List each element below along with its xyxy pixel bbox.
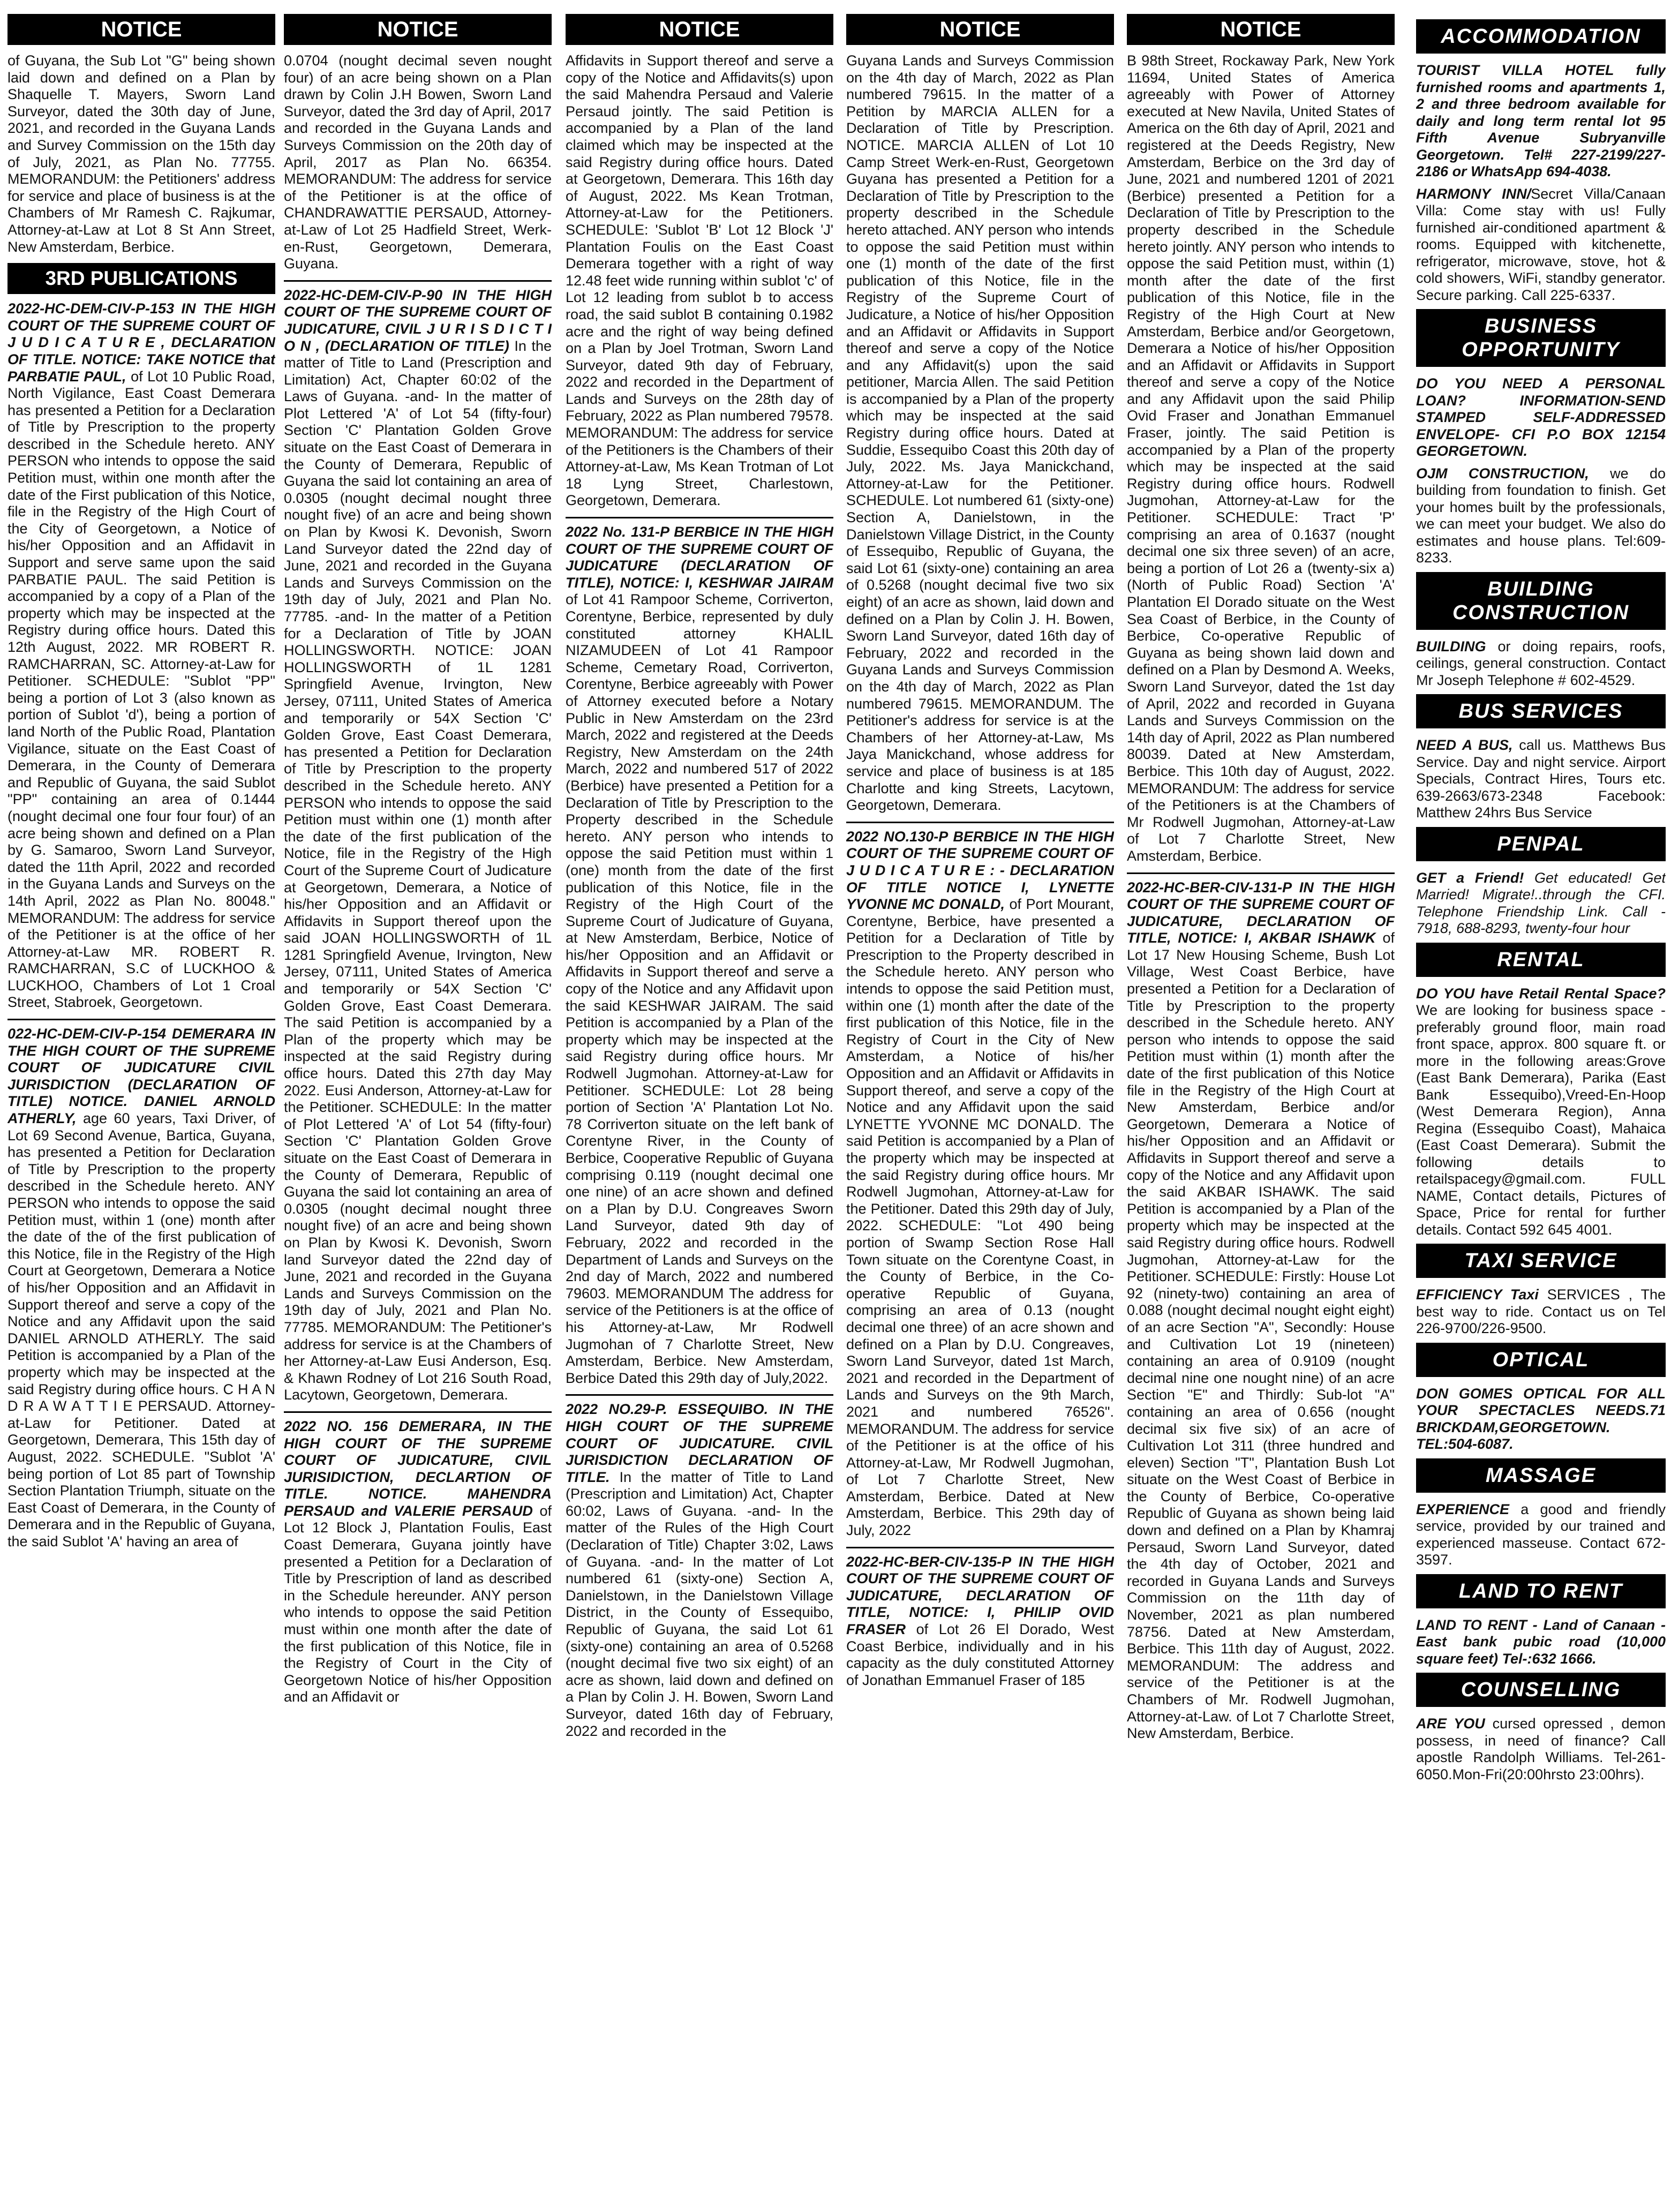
classified-ad: DO YOU NEED A PERSONAL LOAN? INFORMATION-SEND STAMPED SELF-ADDRESSED ENVELOPE- CFI P.O BOX 12154 GEORGETOWN. <box>1416 375 1666 459</box>
notice-text: 0.0704 (nought decimal seven nought four) of an acre being shown on a Plan drawn by Colin J.H Bowen, Sworn Land Surveyor, dated the 3rd day of April, 2017 and recorded in the Guyana Lands and Surveys Commission on the 20th day of April, 2017 as Plan No. 66354. MEMORANDUM: The address for service of the Petitioner is at the office of CHANDRAWATTIE PERSAUD, Attorney-at-Law of Lot 25 Hadfield Street, Werk-en-Rust, Georgetown, Demerara, Guyana. <box>284 52 552 272</box>
classified-ad: OJM CONSTRUCTION, we do building from foundation to finish. Get your homes built by the professionals, we can meet your budget. We also do estimates and house plans. Tel:609-8233. <box>1416 465 1666 566</box>
category-header: RENTAL <box>1416 943 1666 977</box>
column-4 <box>846 14 1114 2205</box>
notice-text: of Lot 41 Rampoor Scheme, Corriverton, Corentyne, Berbice, represented by duly constituted attorney KHALIL NIZAMUDEEN of Lot 41 Rampoor Scheme, Cemetary Road, Corriverton, Corentyne, Berbice agreeably with Power of Attorney executed before a Notary Public in New Amsterdam on the 23rd March, 2022 and registered at the Deeds Registry, New Amsterdam on the 24th March, 2022 and numbered 517 of 2022 (Berbice) have presented a Petition for a Declaration of Title by Prescription to the Property described in the Schedule hereto. ANY person who intends to oppose the said Petition must within 1 (one) month from the date of the first publication of this Notice, file in the Registry of the High Court of the Supreme Court of Judicature of Guyana, at New Amsterdam, Berbice, Notice of his/her Opposition and an Affidavit or Affidavits in Support thereof and serve a copy of the Notice and any Affidavit upon the said KESHWAR JAIRAM. The said Petition is accompanied by a Plan of the property which may be inspected at the said Registry during office hours. Mr Rodwell Jugmohan. Attorney-at-Law for Petitioner. SCHEDULE: Lot 28 being portion of Section 'A' Plantation Lot No. 78 Corriverton situate on the left bank of Corentyne River, in the County of Berbice, Cooperative Republic of Guyana comprising 0.119 (nought decimal one one nine) of an acre shown and defined on a Plan by D.U. Congreaves Sworn Land Surveyor, dated 9th day of February, 2022 and recorded in the Department of Lands and Surveys on the 2nd day of March, 2022 and numbered 79603. MEMORANDUM The address for service of the Petitioners is at the office of his Attorney-at-Law, Mr Rodwell Jugmohan of 7 Charlotte Street, New Amsterdam, Berbice. New Amsterdam, Berbice Dated this 29th day of July,2022. <box>566 591 833 1386</box>
notice-heading: 2022-HC-BER-CIV-135-P IN THE HIGH COURT OF THE SUPREME COURT OF JUDICATURE, DECLARATION OF TITLE, NOTICE: I, PHILIP OVID FRASER <box>846 1553 1114 1638</box>
notice-heading: 2022 No. 131-P BERBICE IN THE HIGH COURT OF THE SUPREME COURT OF JUDICATURE (DECLARATION OF TITLE), NOTICE: I, KESHWAR JAIRAM <box>566 524 833 591</box>
divider <box>566 1394 833 1396</box>
divider <box>846 1547 1114 1548</box>
category-land-to-rent <box>1416 1574 1666 1668</box>
notice-header: NOTICE <box>7 14 275 45</box>
divider <box>284 280 552 282</box>
classified-ad: LAND TO RENT - Land of Canaan - East bank pubic road (10,000 square feet) Tel-:632 1666. <box>1416 1616 1666 1667</box>
notice-text: Guyana Lands and Surveys Commission on the 4th day of March, 2022 as Plan numbered 79615. In the matter of a Petition by MARCIA ALLEN for a Declaration of Title by Prescription. NOTICE. MARCIA ALLEN of Lot 10 Camp Street Werk-en-Rust, Georgetown Guyana has presented a Petition for a Declaration of Title by Prescription to the property described in the Schedule hereto attached. ANY person who intends to oppose the said Petition must within one (1) month of the date of the first publication of this Notice, file in the Registry of the Supreme Court of Judicature, a Notice of his/her Opposition and an Affidavit or Affidavits in Support thereof and serve a copy of the Notice and any Affidavit(s) upon the said petitioner, Marcia Allen. The said Petition is accompanied by a Plan of the property which may be inspected at the said Registry during office hours. Dated at Suddie, Essequibo Coast this 20th day of July, 2022. Ms. Jaya Manickchand, Attorney-at-Law for the Petitioner. SCHEDULE. Lot numbered 61 (sixty-one) Section A, Danielstown, in the Danielstown Village District, in the County of Essequibo, Republic of Guyana, the said Lot 61 (sixty-one) containing an area of 0.5268 (nought decimal five two six eight) of an acre as shown, laid down and defined on a Plan by Colin J. H. Bowen, Sworn Land Surveyor, dated 16th day of February, 2022 and recorded in the Guyana Lands and Surveys Commission on the 4th day of March, 2022 as Plan numbered 79615. MEMORANDUM. The Petitioner's address for service is at the Chambers of her Attorney-at-Law, Ms Jaya Manickchand, whose address for service and place of business is at 185 Charlotte and king Streets, Lacytown, Georgetown, Demerara. <box>846 52 1114 814</box>
classified-ad: DON GOMES OPTICAL FOR ALL YOUR SPECTACLES NEEDS.71 BRICKDAM,GEORGETOWN. TEL:504-6087. <box>1416 1385 1666 1452</box>
classified-ad: NEED A BUS, call us. Matthews Bus Service. Day and night service. Airport Specials, Contract Hires, Tours etc. 639-2663/673-2348 Facebook: Matthew 24hrs Bus Service <box>1416 737 1666 821</box>
notice-heading: 2022 NO.29-P. ESSEQUIBO. IN THE HIGH COURT OF THE SUPREME COURT OF JUDICATURE. CIVIL JURISDICTION DECLARATION OF TITLE. <box>566 1401 833 1485</box>
category-accommodation <box>1416 19 1666 304</box>
category-penpal <box>1416 827 1666 937</box>
divider <box>284 1411 552 1413</box>
category-header: TAXI SERVICE <box>1416 1244 1666 1278</box>
notice-heading: 2022-HC-DEM-CIV-P-153 IN THE HIGH COURT OF THE SUPREME COURT OF J U D I C A T U R E , DECLARATION OF TITLE. NOTICE: TAKE NOTICE that PARBATIE PAUL, <box>7 300 275 385</box>
classified-ad: EFFICIENCY Taxi SERVICES , The best way to ride. Contact us on Tel 226-9700/226-9500. <box>1416 1286 1666 1336</box>
category-optical <box>1416 1343 1666 1453</box>
notice-heading: 2022 NO. 156 DEMERARA, IN THE HIGH COURT OF THE SUPREME COURT OF JUDICATURE, CIVIL JURISIDICTION, DECLARTION OF TITLE. NOTICE. MAHENDRA PERSAUD and VALERIE PERSAUD <box>284 1418 552 1519</box>
column-1 <box>7 14 275 2205</box>
classified-ad: DO YOU have Retail Rental Space? We are looking for business space - preferably ground floor, main road front space, approx. 800 square ft. or more in the following areas:Grove (East Bank Demerara), Parika (East Bank Essequibo),Vreed-En-Hoop (West Demerara Region), Anna Regina (Essequibo Coast), Mahaica (East Coast Demerara). Submit the following details to retailspacegy@gmail.com. FULL NAME, Contact details, Pictures of Space, Price for rental for further details. Contact 592 645 4001. <box>1416 985 1666 1238</box>
category-business-opportunity <box>1416 309 1666 567</box>
divider <box>846 822 1114 823</box>
notice-header: NOTICE <box>1127 14 1395 45</box>
divider <box>566 517 833 518</box>
category-bus-services <box>1416 694 1666 822</box>
notice-heading: 022-HC-DEM-CIV-P-154 DEMERARA IN THE HIGH COURT OF THE SUPREME COURT OF JUDICATURE CIVIL JURISDICTION (DECLARATION OF TITLE) NOTICE. DANIEL ARNOLD ATHERLY, <box>7 1026 275 1127</box>
classified-ad: HARMONY INN/Secret Villa/Canaan Villa: Come stay with us! Fully furnished air-conditioned apartment & rooms. Equipped with kitchenette, refrigerator, microwave, stove, hot & cold showers, WiFi, standby generator. Secure parking. Call 225-6337. <box>1416 185 1666 303</box>
divider <box>7 1019 275 1020</box>
third-publications-header: 3RD PUBLICATIONS <box>7 263 275 294</box>
category-header: BUS SERVICES <box>1416 694 1666 728</box>
classified-ad: TOURIST VILLA HOTEL fully furnished rooms and apartments 1, 2 and three bedroom available for daily and long term rental lot 95 Fifth Avenue Subryanville Georgetown. Tel# 227-2199/227-2186 or WhatsApp 694-4038. <box>1416 62 1666 179</box>
category-counselling <box>1416 1673 1666 1783</box>
notice-text: of Lot 17 New Housing Scheme, Bush Lot Village, West Coast Berbice, have presented a Petition for a Declaration of Title by Prescription to the property described in the Schedule hereto. ANY person who intends to oppose the said Petition must within (1) month after the date of the first publication of this Notice file in the Registry of the High Court at New Amsterdam, Berbice and/or Georgetown, Demerara a Notice of his/her Opposition and an Affidavit or Affidavits in Support thereof and serve a copy of the Notice and any Affidavit upon the said AKBAR ISHAWK. The said Petition is accompanied by a Plan of the property which may be inspected at the said Registry during office hours. Rodwell Jugmohan, Attorney-at-Law for the Petitioner. SCHEDULE: Firstly: House Lot 92 (ninety-two) containing an area of 0.088 (nought decimal nought eight eight) of an acre Section "A", Secondly: House and Cultivation Lot 19 (nineteen) containing an area of 0.9109 (nought decimal nine one nought nine) of an acre Section "E" and Thirdly: Sub-lot "A" containing an area of 0.656 (nought decimal six five six) of an acre of Cultivation Lot 311 (three hundred and eleven) Section "T", Plantation Bush Lot situate on the West Coast of Berbice in the County of Berbice, Co-operative Republic of Guyana as shown being laid down and defined on a Plan by Khamraj Persaud, Sworn Land Surveyor, dated the 4th day of October, 2021 and recorded in Guyana Lands and Surveys Commission on the 11th day of November, 2021 as plan numbered 78756. Dated at New Amsterdam, Berbice. This 11th day of August, 2022. MEMORANDUM: The address and service of the Petitioner is at the Chambers of Mr. Rodwell Jugmohan, Attorney-at-Law. of Lot 7 Charlotte Street, New Amsterdam, Berbice. <box>1127 930 1395 1742</box>
classifieds-column <box>1416 14 1666 2205</box>
category-header: BUILDING CONSTRUCTION <box>1416 572 1666 630</box>
category-building-construction <box>1416 572 1666 689</box>
category-rental <box>1416 943 1666 1239</box>
notice-text: of Guyana, the Sub Lot "G" being shown laid down and defined on a Plan by Shaquelle T. Mayers, Sworn Land Surveyor, dated the 30th day of June, 2021, and recorded in the Guyana Lands and Survey Commission on the 15th day of July, 2021, as Plan No. 77755. MEMORANDUM: the Petitioners' address for service and place of business is at the Chambers of Mr Ramesh C. Rajkumar, Attorney-at-Law at Lot 8 St Ann Street, New Amsterdam, Berbice. <box>7 52 275 255</box>
category-header: PENPAL <box>1416 827 1666 861</box>
classified-ad: ARE YOU cursed opressed , demon possess, in need of finance? Call apostle Randolph Williams. Tel-261-6050.Mon-Fri(20:00hrsto 23:00hrs). <box>1416 1716 1666 1782</box>
notice-header: NOTICE <box>566 14 833 45</box>
notice-text: of Lot 26 El Dorado, West Coast Berbice, individually and in his capacity as the duly constituted Attorney of Jonathan Emmanuel Fraser of 185 <box>846 1621 1114 1688</box>
classified-ad: EXPERIENCE a good and friendly service, provided by our trained and experienced masseuse. Contact 672-3597. <box>1416 1501 1666 1568</box>
category-taxi-service <box>1416 1244 1666 1337</box>
category-header: LAND TO RENT <box>1416 1574 1666 1608</box>
notice-heading: 2022-HC-BER-CIV-131-P IN THE HIGH COURT OF THE SUPREME COURT OF JUDICATURE, DECLARATION OF TITLE, NOTICE: I, AKBAR ISHAWK <box>1127 879 1395 946</box>
category-header: MASSAGE <box>1416 1458 1666 1493</box>
notice-text: In the matter of Title to Land (Prescription and Limitation) Act, Chapter 60:02 of the Laws of Guyana. -and- In the matter of Plot Lettered 'A' of Lot 54 (fifty-four) Section 'C' Plantation Golden Grove situate on the East Coast of Demerara in the County of Demerara, Republic of Guyana the said lot containing an area of 0.0305 (nought decimal nought three nought five) of an acre and being shown on Plan by Kwosi K. Devonish, Sworn Land Surveyor dated the 22nd day of June, 2021 and recorded in the Guyana Lands and Surveys Commission on the 19th day of July, 2021 and Plan No. 77785. -and- In the matter of a Petition for a Declaration of Title by JOAN HOLLINGSWORTH. NOTICE: JOAN HOLLINGSWORTH of 1L 1281 Springfield Avenue, Irvington, New Jersey, 07111, United States of America and temporarily or 54X Section 'C' Golden Grove, East Coast Demerara, has presented a Petition for Declaration of Title by Prescription to the property described in the Schedule hereto. ANY PERSON who intends to oppose the said Petition must within one (1) month after the date of the first publication of the Notice, file in the Registry of the High Court of the Supreme Court of Judicature at Georgetown, Demerara, a Notice of his/her Opposition and an Affidavit or Affidavits in Support thereof upon the said JOAN HOLLINGSWORTH of 1L 1281 Springfield Avenue, Irvington, New Jersey, 07111, United States of America and temporarily or 54X Section 'C' Golden Grove, East Coast Demerara. The said Petition is accompanied by a Plan of the property which may be inspected at the said Registry during office hours. Dated this 27th day May 2022. Eusi Anderson, Attorney-at-Law for the Petitioner. SCHEDULE: In the matter of Plot Lettered 'A' of Lot 54 (fifty-four) Section 'C' Plantation Golden Grove situate on the East Coast of Demerara in the County of Demerara, Republic of Guyana the said lot containing an area of 0.0305 (nought decimal nought three nought five) of an acre and being shown on Plan by Kwosi K. Devonish, Sworn land Surveyor dated the 22nd day of June, 2021 and recorded in the Guyana Lands and Surveys Commission on the 19th day of July, 2021 and Plan No. 77785. MEMORANDUM: The Petitioner's address for service is at the Chambers of her Attorney-at-Law Eusi Anderson, Esq. & Khawn Rodney of Lot 216 South Road, Lacytown, Georgetown, Demerara. <box>284 337 552 1403</box>
notice-heading: 2022-HC-DEM-CIV-P-90 IN THE HIGH COURT OF THE SUPREME COURT OF JUDICATURE, CIVIL J U R I S D I C T I O N , (DECLARATION OF TITLE) <box>284 287 552 354</box>
divider <box>1127 872 1395 874</box>
notice-text: of Lot 12 Block J, Plantation Foulis, East Coast Demerara, Guyana jointly have presented a Petition for a Declaration of Title by Prescription of land as described in the Schedule hereunder. ANY person who intends to oppose the said Petition must within one month after the date of the first publication of this Notice, file in the Registry of Court in the City of Georgetown Notice of his/her Opposition and an Affidavit or <box>284 1502 552 1705</box>
notice-header: NOTICE <box>846 14 1114 45</box>
notice-text: B 98th Street, Rockaway Park, New York 11694, United States of America agreeably with Power of Attorney executed at New Navila, United States of America on the 6th day of April, 2021 and registered at the Deeds Registry, New Amsterdam, Berbice on the 3rd day of June, 2021 and numbered 1201 of 2021 (Berbice) presented a Petition for a Declaration of Title by Prescription to the property described in the Schedule hereto jointly. ANY person who intends to oppose the said Petition must, within (1) month after the date of the first publication of this Notice, file in the Registry of the High Court at New Amsterdam, Berbice and/or Georgetown, Demerara a Notice of his/her Opposition and an Affidavit or Affidavits in Support thereof and serve a copy of the Notice and any Affidavit upon the said Philip Ovid Fraser and Jonathan Emmanuel Fraser, jointly. The said Petition is accompanied by a Plan of the property which may be inspected at the said Registry during office hours. Rodwell Jugmohan, Attorney-at-Law for the Petitioner. SCHEDULE: Tract 'P' comprising an area of 0.1637 (nought decimal one six three seven) of an acre, being a portion of Lot 26 a (twenty-six a) (North of Public Road) Section 'A' Plantation El Dorado situate on the West Sea Coast of Berbice, in the County of Berbice, Co-operative Republic of Guyana as being shown laid down and defined on a Plan by Desmond A. Weeks, Sworn Land Surveyor, dated the 1st day of April, 2022 and recorded in Guyana Lands and Surveys Commission on the 14th day of April, 2022 as Plan numbered 80039. Dated at New Amsterdam, Berbice. This 10th day of August, 2022. MEMORANDUM: The address for service of the Petitioners is at the Chambers of Mr Rodwell Jugmohan, Attorney-at-Law of Lot 7 Charlotte Street, New Amsterdam, Berbice. <box>1127 52 1395 864</box>
classified-ad: BUILDING or doing repairs, roofs, ceilings, general construction. Contact Mr Joseph Telephone # 602-4529. <box>1416 638 1666 688</box>
notice-header: NOTICE <box>284 14 552 45</box>
column-2 <box>284 14 552 2205</box>
column-5 <box>1127 14 1395 2205</box>
category-header: OPTICAL <box>1416 1343 1666 1377</box>
notice-text: of Port Mourant, Corentyne, Berbice, have presented a Petition for a Declaration of Title by Prescription to the Property described in the Schedule hereto. ANY person who intends to oppose the said Petition must, within one (1) month after the date of the first publication of this Notice, file in the Registry of Court in the City of New Amsterdam, a Notice of his/her Opposition and an Affidavit or Affidavits in Support thereof, and serve a copy of the Notice and any Affidavit upon the said LYNETTE YVONNE MC DONALD. The said Petition is accompanied by a Plan of the property which may be inspected at the said Registry during office hours. Mr Rodwell Jugmohan, Attorney-at-Law for the Petitioner. Dated this 29th day of July, 2022. SCHEDULE: "Lot 490 being portion of Swamp Section Rose Hall Town situate on the Corentyne Coast, in the County of Berbice, in the Co-operative Republic of Guyana, comprising an area of 0.13 (nought decimal one three) of an acre shown and defined on a Plan by D.U. Congreaves, Sworn Land Surveyor, dated 1st March, 2021 and recorded in the Department of Lands and Surveys on the 9th March, 2021 and numbered 76526". MEMORANDUM. The address for service of the Petitioner is at the office of his Attorney-at-Law, Mr Rodwell Jugmohan, of Lot 7 Charlotte Street, New Amsterdam, Berbice. Dated at New Amsterdam, Berbice. This 29th day of July, 2022 <box>846 896 1114 1539</box>
classified-ad: GET a Friend! Get educated! Get Married! Migrate!..through the CFI. Telephone Friendship Link. Call - 7918, 688-8293, twenty-four hour <box>1416 869 1666 936</box>
category-header: BUSINESS OPPORTUNITY <box>1416 309 1666 367</box>
notice-heading: 2022 NO.130-P BERBICE IN THE HIGH COURT OF THE SUPREME COURT OF J U D I C A T U R E : - DECLARATION OF TITLE NOTICE I, LYNETTE YVONNE MC DONALD, <box>846 828 1114 913</box>
notice-text: Affidavits in Support thereof and serve a copy of the Notice and Affidavits(s) upon the said Mahendra Persaud and Valerie Persaud jointly. The said Petition is accompanied by a Plan of the land claimed which may be inspected at the said Registry during office hours. Dated at Georgetown, Demerara. This 16th day of August, 2022. Ms Kean Trotman, Attorney-at-Law for the Petitioners. SCHEDULE: 'Sublot 'B' Lot 12 Block 'J' Plantation Foulis on the East Coast Demerara together with a right of way 12.48 feet wide running within sublot 'c' of Lot 12 leading from sublot b to access road, the said sublot B containing 0.1982 acre and the right of way being defined on a Plan by Joel Trotman, Sworn Land Surveyor, dated 9th day of February, 2022 and recorded in the Department of Lands and Surveys on the 28th day of February, 2022 as Plan numbered 79578. MEMORANDUM: The address for service of the Petitioners is the Chambers of their Attorney-at-Law, Ms Kean Trotman of Lot 18 Lyng Street, Charlestown, Georgetown, Demerara. <box>566 52 833 509</box>
column-3 <box>566 14 833 2205</box>
notice-text: age 60 years, Taxi Driver, of Lot 69 Second Avenue, Bartica, Guyana, has presented a Petition for Declaration of Title by Prescription to the property described in the Schedule hereto. ANY PERSON who intends to oppose the said Petition must, within 1 (one) month after the date of the of the first publication of this Notice, file in the Registry of the High Court at Georgetown, Demerara a Notice of his/her Opposition and an Affidavit in Support thereof and serve a copy of the Notice and any Affidavit upon the said DANIEL ARNOLD ATHERLY. The said Petition is accompanied by a Plan of the property which may be inspected at the said Registry during office hours. C H A N D R A W A T T I E PERSAUD. Attorney-at-Law for Petitioner. Dated at Georgetown, Demerara, This 15th day of August, 2022. SCHEDULE. "Sublot 'A' being portion of Lot 85 part of Township Section Plantation Triumph, situate on the East Coast of Demerara, in the County of Demerara and in the Republic of Guyana, the said Sublot 'A' having an area of <box>7 1110 275 1549</box>
category-header: ACCOMMODATION <box>1416 19 1666 54</box>
category-massage <box>1416 1458 1666 1569</box>
category-header: COUNSELLING <box>1416 1673 1666 1707</box>
notice-text: of Lot 10 Public Road, North Vigilance, East Coast Demerara has presented a Petition for a Declaration of Title by Prescription to the property described in the Schedule hereto. ANY PERSON who intends to oppose the said Petition must, within one month after the date of the First publication of this Notice, file in the Registry of the High Court of the City of Georgetown, a Notice of his/her Opposition and an Affidavit in Support and serve same upon the said PARBATIE PAUL. The said Petition is accompanied by a copy of a Plan of the property which may be inspected at the Registry during office hours. Dated this 12th August, 2022. MR ROBERT R. RAMCHARRAN, SC. Attorney-at-Law for Petitioner. SCHEDULE: "Sublot "PP" being a portion of Lot 3 (also known as portion of Sublot 'd'), being a portion of land North of the Public Road, Plantation Vigilance, situate on the East Coast of Demerara, in the County of Demerara and Republic of Guyana, the said Sublot "PP" containing an area of 0.1444 (nought decimal one four four four) of an acre being shown and defined on a Plan by G. Samaroo, Sworn Land Surveyor, dated the 11th April, 2022 and recorded in the Guyana Lands and Surveys on the 14th April, 2022 as Plan No. 80048." MEMORANDUM: The address for service of the Petitioner is at the office of her Attorney-at-Law MR. ROBERT R. RAMCHARRAN, S.C of LUCKHOO & LUCKHOO, Chambers of Lot 1 Croal Street, Stabroek, Georgetown. <box>7 368 275 1011</box>
notice-text: In the matter of Title to Land (Prescription and Limitation) Act, Chapter 60:02, Laws of Guyana. -and- In the matter of the Rules of the High Court (Declaration of Title) Chapter 3:02, Laws of Guyana. -and- In the matter of Lot numbered 61 (sixty-one) Section A, Danielstown, in the Danielstown Village District, in the County of Essequibo, Republic of Guyana, the said Lot 61 (sixty-one) containing an area of 0.5268 (nought decimal five two six eight) of an acre as shown, laid down and defined on a Plan by Colin J. H. Bowen, Sworn Land Surveyor, dated 16th day of February, 2022 and recorded in the <box>566 1469 833 1739</box>
